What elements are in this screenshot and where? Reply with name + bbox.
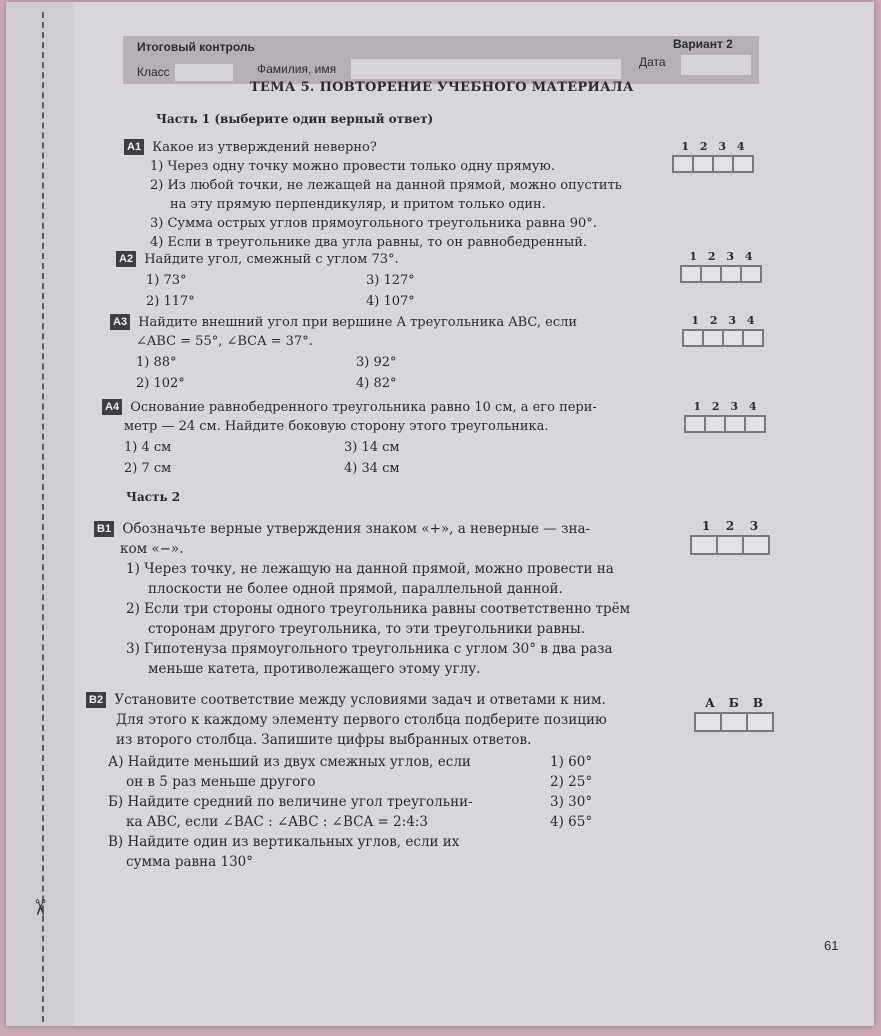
answer-cell[interactable] (704, 331, 722, 345)
answer-col-3: 3 (730, 400, 739, 413)
answer-grid-header (684, 400, 766, 413)
answer-cell[interactable] (684, 331, 702, 345)
answer-col-b: Б (728, 696, 739, 710)
task-b1-item-2-cont: сторонам другого треугольника, то эти треугольники равны. (148, 621, 586, 637)
answer-col-c: В (752, 696, 763, 710)
task-b1-question: Обозначьте верные утверждения знаком «+», а неверные — зна- (122, 521, 591, 537)
answer-col-4: 4 (746, 314, 755, 327)
answer-row (684, 415, 766, 433)
answer-grid-a4 (684, 400, 766, 433)
answer-cell[interactable] (702, 267, 720, 281)
task-b2-condition-c-cont: сумма равна 130° (126, 854, 253, 870)
answer-grid-b2 (694, 696, 774, 732)
answer-col-4: 4 (736, 140, 745, 153)
answer-col-1: 1 (693, 400, 702, 413)
task-b1-item-1: 1) Через точку, не лежащую на данной прямой, можно провести на (126, 561, 614, 577)
header-band (123, 36, 759, 84)
task-label-a2: А2 (116, 251, 136, 267)
answer-cell[interactable] (726, 417, 744, 431)
answer-col-2: 2 (711, 400, 720, 413)
header-title: Итоговый контроль (137, 40, 255, 54)
task-a1-option-1: 1) Через одну точку можно провести только одну прямую. (150, 159, 555, 174)
task-a3-option-3: 3) 92° (356, 355, 397, 370)
answer-grid-header (672, 140, 754, 153)
answer-col-3: 3 (726, 250, 735, 263)
task-a1-option-4: 4) Если в треугольнике два угла равны, то он равнобедренный. (150, 235, 588, 250)
answer-grid-header (682, 314, 764, 327)
task-b2-answer-1: 1) 60° (550, 754, 593, 770)
task-a1-option-2-cont: на эту прямую перпендикуляр, и притом только один. (170, 197, 546, 212)
answer-col-2: 2 (699, 140, 708, 153)
task-a4-question-line2: метр — 24 см. Найдите боковую сторону этого треугольника. (124, 419, 549, 434)
answer-cell[interactable] (744, 537, 768, 553)
task-b2-question-line2: Для этого к каждому элементу первого столбца подберите позицию (116, 712, 607, 728)
answer-cell[interactable] (724, 331, 742, 345)
task-a4-option-4: 4) 34 см (344, 461, 400, 476)
task-label-b2: В2 (86, 692, 106, 708)
answer-col-a: А (704, 696, 715, 710)
task-b2-condition-b: Б) Найдите средний по величине угол треугольни- (108, 794, 473, 810)
answer-cell[interactable] (744, 331, 762, 345)
answer-col-4: 4 (744, 250, 753, 263)
task-b1-item-2: 2) Если три стороны одного треугольника равны соответственно трём (126, 601, 631, 617)
task-b2-condition-a-cont: он в 5 раз меньше другого (126, 774, 316, 790)
task-b2-question-line3: из второго столбца. Запишите цифры выбранных ответов. (116, 732, 532, 748)
task-a1-question: Какое из утверждений неверно? (152, 140, 377, 155)
answer-row (672, 155, 754, 173)
answer-cell[interactable] (718, 537, 742, 553)
answer-col-2: 2 (707, 250, 716, 263)
task-b2-answers (516, 752, 592, 872)
task-a2-option-4: 4) 107° (366, 294, 415, 309)
answer-row (694, 712, 774, 732)
cut-line (42, 12, 44, 1022)
answer-grid-b1 (690, 519, 770, 555)
workbook-page (6, 2, 874, 1026)
answer-grid-a3 (682, 314, 764, 347)
task-a3-option-4: 4) 82° (356, 376, 397, 391)
answer-cell[interactable] (706, 417, 724, 431)
task-b2-answer-3: 3) 30° (550, 794, 593, 810)
answer-row (682, 329, 764, 347)
answer-cell[interactable] (696, 714, 720, 730)
answer-row (680, 265, 762, 283)
task-a4-option-2: 2) 7 см (124, 461, 172, 476)
answer-cell[interactable] (714, 157, 732, 171)
answer-grid-header (680, 250, 762, 263)
answer-cell[interactable] (722, 267, 740, 281)
task-a2 (116, 250, 656, 311)
answer-cell[interactable] (722, 714, 746, 730)
variant-label: Вариант 2 (673, 37, 733, 51)
task-a2-option-1: 1) 73° (146, 273, 187, 288)
answer-col-2: 2 (709, 314, 718, 327)
part2-title: Часть 2 (126, 490, 181, 504)
answer-grid-header (690, 519, 770, 533)
task-b2 (86, 690, 686, 872)
task-b1-item-3: 3) Гипотенуза прямоугольного треугольника с углом 30° в два раза (126, 641, 613, 657)
task-a4-option-1: 1) 4 см (124, 440, 172, 455)
answer-cell[interactable] (686, 417, 704, 431)
answer-col-4: 4 (748, 400, 757, 413)
page-number: 61 (824, 938, 839, 953)
detachable-margin (6, 2, 74, 1026)
task-b2-condition-c: В) Найдите один из вертикальных углов, если их (108, 834, 460, 850)
answer-col-1: 1 (701, 519, 711, 533)
task-b2-condition-a: А) Найдите меньший из двух смежных углов, если (108, 754, 471, 770)
task-a3 (110, 313, 670, 393)
part1-title: Часть 1 (выберите один верный ответ) (156, 112, 434, 126)
answer-col-1: 1 (691, 314, 700, 327)
answer-row (690, 535, 770, 555)
task-a4-option-3: 3) 14 см (344, 440, 400, 455)
task-b1-item-1-cont: плоскости не более одной прямой, параллельной данной. (148, 581, 563, 597)
task-a1-option-3: 3) Сумма острых углов прямоугольного треугольника равна 90°. (150, 216, 597, 231)
task-b2-answer-4: 4) 65° (550, 814, 593, 830)
answer-col-3: 3 (718, 140, 727, 153)
task-a4 (102, 398, 672, 478)
answer-col-3: 3 (728, 314, 737, 327)
task-b1 (94, 519, 684, 679)
class-field[interactable] (175, 64, 233, 81)
task-a2-option-3: 3) 127° (366, 273, 415, 288)
task-a3-option-1: 1) 88° (136, 355, 177, 370)
answer-cell[interactable] (692, 537, 716, 553)
task-b1-question-line2: ком «−». (120, 541, 184, 557)
answer-grid-a2 (680, 250, 762, 283)
task-a2-option-2: 2) 117° (146, 294, 195, 309)
answer-cell[interactable] (682, 267, 700, 281)
name-field[interactable] (351, 59, 621, 79)
task-a3-question: Найдите внешний угол при вершине A треугольника ABC, если (138, 315, 578, 330)
answer-col-1: 1 (681, 140, 690, 153)
topic-title: ТЕМА 5. ПОВТОРЕНИЕ УЧЕБНОГО МАТЕРИАЛА (250, 80, 634, 95)
task-b2-condition-b-cont: ка ABC, если ∠BAC : ∠ABC : ∠BCA = 2:4:3 (126, 814, 428, 830)
task-label-a4: А4 (102, 399, 122, 415)
answer-col-3: 3 (749, 519, 759, 533)
answer-cell[interactable] (748, 714, 772, 730)
task-b2-conditions (86, 752, 516, 872)
task-a3-question-line2: ∠ABC = 55°, ∠BCA = 37°. (136, 334, 313, 349)
name-label: Фамилия, имя (257, 62, 337, 76)
task-a1-option-2: 2) Из любой точки, не лежащей на данной прямой, можно опустить (150, 178, 622, 193)
date-label: Дата (639, 55, 666, 69)
task-b2-answer-2: 2) 25° (550, 774, 593, 790)
date-field[interactable] (681, 55, 751, 75)
answer-cell[interactable] (742, 267, 760, 281)
task-a1 (124, 138, 669, 252)
answer-cell[interactable] (694, 157, 712, 171)
answer-grid-header (694, 696, 774, 710)
task-label-a1: А1 (124, 139, 144, 155)
task-b1-item-3-cont: меньше катета, противолежащего этому углу. (148, 661, 481, 677)
task-a2-question: Найдите угол, смежный с углом 73°. (144, 252, 399, 267)
answer-col-1: 1 (689, 250, 698, 263)
answer-cell[interactable] (746, 417, 764, 431)
answer-col-2: 2 (725, 519, 735, 533)
answer-grid-a1 (672, 140, 754, 173)
task-b2-question: Установите соответствие между условиями задач и ответами к ним. (114, 692, 606, 708)
task-label-a3: А3 (110, 314, 130, 330)
task-a3-option-2: 2) 102° (136, 376, 185, 391)
task-a4-question: Основание равнобедренного треугольника равно 10 см, а его пери- (130, 400, 597, 415)
class-label: Класс (137, 65, 170, 79)
answer-cell[interactable] (734, 157, 752, 171)
scissors-icon: ✂ (26, 898, 52, 917)
task-label-b1: В1 (94, 521, 114, 537)
answer-cell[interactable] (674, 157, 692, 171)
